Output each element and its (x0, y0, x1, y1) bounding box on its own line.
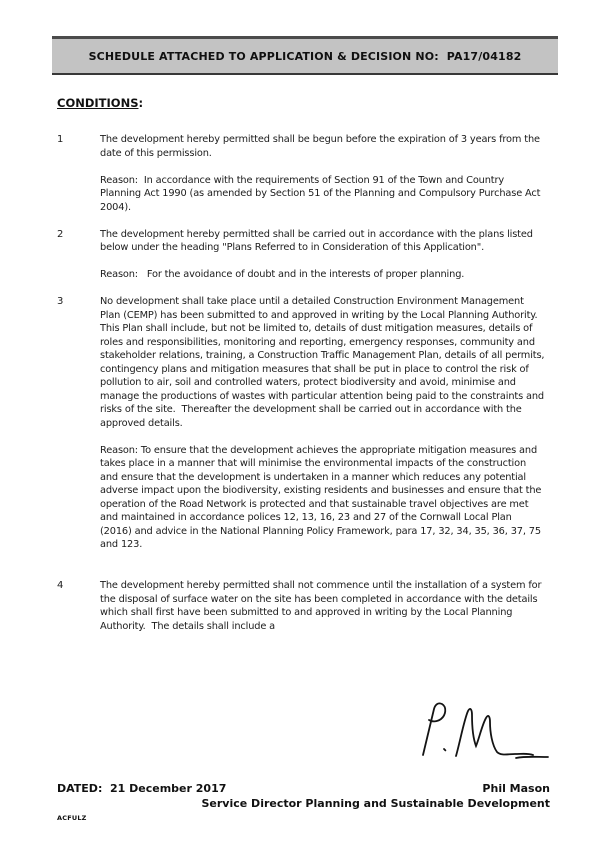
condition-4-number: 4 (57, 580, 64, 591)
dated-label: DATED: 21 December 2017 (57, 782, 227, 795)
signatory-name: Phil Mason (482, 782, 550, 795)
condition-3-number: 3 (57, 296, 64, 307)
document-code: ACFULZ (57, 814, 87, 822)
conditions-section (57, 96, 546, 647)
condition-4-text: The development hereby permitted shall not commence until the installation of a system for the disposal of surface water on the site has been completed in accordance with the details which shall first have been submitted to and approved in writing by the Local Planning Authority. The details shall include a (100, 580, 545, 632)
signatory-title: Service Director Planning and Sustainable Development (201, 797, 550, 810)
condition-4 (57, 579, 546, 647)
schedule-header-box (52, 36, 558, 75)
condition-1-reason: Reason: In accordance with the requirements of Section 91 of the Town and Country Planning Act 1990 (as amended by Section 51 of the Planning and Compulsory Purchase Act 2004). (100, 174, 544, 213)
conditions-heading (57, 96, 546, 110)
condition-4-body (100, 579, 546, 647)
condition-2-text: The development hereby permitted shall be carried out in accordance with the plans listed below under the heading "Plans Referred to in Consideration of this Application". (100, 228, 536, 253)
condition-3 (57, 295, 546, 565)
conditions-heading-colon: : (138, 96, 144, 110)
condition-3-reason: Reason: To ensure that the development achieves the appropriate mitigation measures and takes place in a manner that will minimise the environmental impacts of the construction and ensure that the development is undertaken in a manner which reduces any potential adverse impact upon the biodiversity, existing residents and businesses and ensure that the operation of the Road Network is protected and that sustainable travel objectives are met and maintained in accordance polices 12, 13, 16, 23 and 27 of the Cornwall Local Plan (2016) and advice in the National Planning Policy Framework, para 17, 32, 34, 35, 36, 37, 75 and 123. (100, 444, 545, 550)
schedule-title: SCHEDULE ATTACHED TO APPLICATION & DECISION NO: PA17/04182 (88, 49, 522, 63)
condition-1 (57, 133, 546, 228)
condition-3-body (100, 295, 546, 565)
condition-3-text: No development shall take place until a detailed Construction Environment Management Plan (CEMP) has been submitted to and approved in writing by the Local Planning Authority. This Plan shall include, but not be limited to, details of dust mitigation measures, details of roles and responsibilities, monitoring and reporting, emergency responses, community and stakeholder relations, training, a Construction Traffic Management Plan, details of all permits, contingency plans and mitigation measures that shall be put in place to control the risk of pollution to air, soil and controlled waters, protect biodiversity and avoid, minimise and manage the productions of wastes with particular attention being paid to the constraints and risks of the site. Thereafter the development shall be carried out in accordance with the approved details. (100, 296, 548, 429)
condition-1-body (100, 133, 546, 228)
footer-row-dated (57, 781, 550, 796)
condition-2-body (100, 228, 546, 296)
handwritten-signature (398, 698, 556, 776)
condition-1-number: 1 (57, 134, 64, 145)
document-footer (57, 781, 550, 822)
condition-2-reason: Reason: For the avoidance of doubt and in the interests of proper planning. (100, 269, 465, 280)
condition-1-text: The development hereby permitted shall be begun before the expiration of 3 years from the date of this permission. (100, 134, 543, 159)
condition-2 (57, 228, 546, 296)
condition-2-number: 2 (57, 228, 64, 240)
conditions-heading-text: CONDITIONS (57, 96, 139, 110)
